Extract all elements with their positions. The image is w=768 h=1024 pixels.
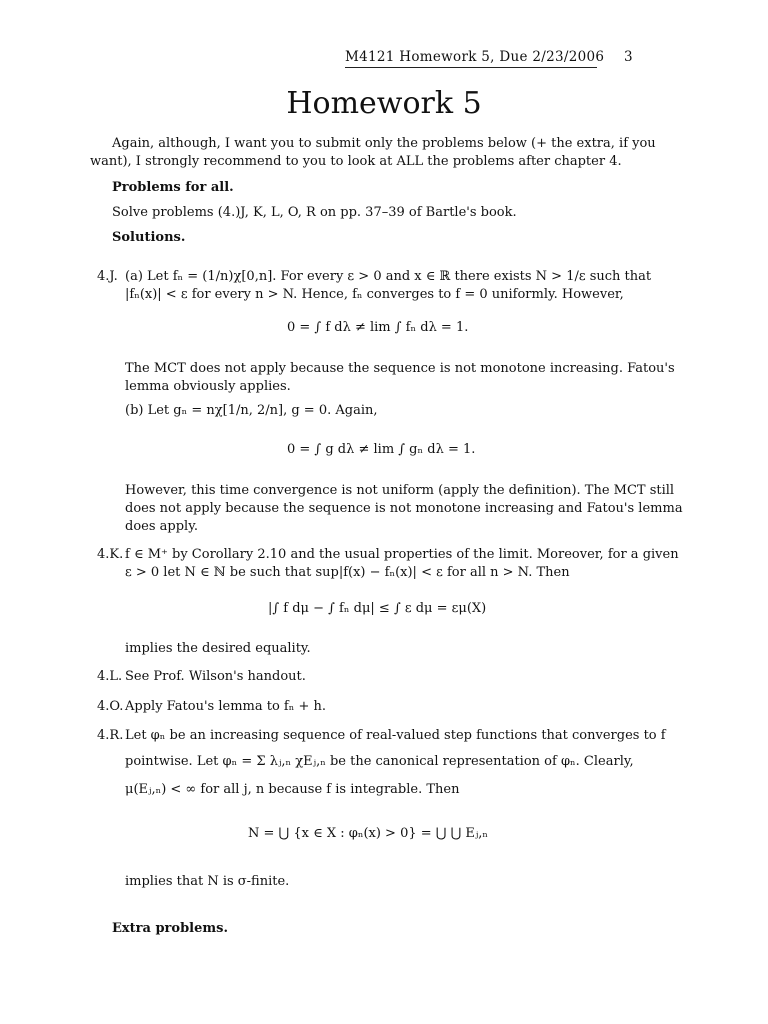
- p4j-line-1: (a) Let fₙ = (1/n)χ[0,n]. For every ε > 0 and x ∈ ℝ there exists N > 1/ε such that: [125, 269, 652, 284]
- p4l-text: See Prof. Wilson's handout.: [125, 669, 306, 684]
- problem-label-4l: 4.L.: [97, 669, 123, 684]
- p4k-line-2: ε > 0 let N ∈ ℕ be such that sup|f(x) − fₙ(x)| < ε for all n > N. Then: [125, 565, 570, 580]
- p4j-equation-1: 0 = ∫ f dλ ≠ lim ∫ fₙ dλ = 1.: [287, 320, 469, 335]
- p4j-para1-line-1: The MCT does not apply because the sequence is not monotone increasing. Fatou's: [125, 361, 675, 376]
- p4k-line-1: f ∈ M⁺ by Corollary 2.10 and the usual properties of the limit. Moreover, for a given: [125, 547, 679, 562]
- problem-label-4o: 4.O.: [97, 699, 124, 714]
- p4r-line-1: Let φₙ be an increasing sequence of real-valued step functions that converges to f: [125, 728, 666, 743]
- p4j-para2-line-2: does not apply because the sequence is not monotone increasing and Fatou's lemma: [125, 501, 683, 516]
- problem-label-4j: 4.J.: [97, 269, 118, 284]
- running-header: M4121 Homework 5, Due 2/23/2006: [345, 49, 597, 68]
- p4j-part-b: (b) Let gₙ = nχ[1/n, 2/n], g = 0. Again,: [125, 403, 378, 418]
- p4j-equation-2: 0 = ∫ g dλ ≠ lim ∫ gₙ dλ = 1.: [287, 442, 476, 457]
- solutions-heading: Solutions.: [112, 230, 186, 245]
- p4r-line-2: pointwise. Let φₙ = Σ λⱼ,ₙ χEⱼ,ₙ be the canonical representation of φₙ. Clearly,: [125, 754, 634, 769]
- page-title: Homework 5: [286, 86, 482, 121]
- intro-line-2: want), I strongly recommend to you to look at ALL the problems after chapter 4.: [90, 154, 622, 169]
- extra-heading: Extra problems.: [112, 921, 228, 936]
- p4r-line-3: μ(Eⱼ,ₙ) < ∞ for all j, n because f is integrable. Then: [125, 782, 460, 797]
- intro-line-1: Again, although, I want you to submit only the problems below (+ the extra, if you: [112, 136, 656, 151]
- p4j-para2-line-3: does apply.: [125, 519, 198, 534]
- problem-label-4k: 4.K.: [97, 547, 124, 562]
- p4j-line-2: |fₙ(x)| < ε for every n > N. Hence, fₙ converges to f = 0 uniformly. However,: [125, 287, 624, 302]
- p4r-after: implies that N is σ-finite.: [125, 874, 290, 889]
- p4r-equation: N = ⋃ {x ∈ X : φₙ(x) > 0} = ⋃ ⋃ Eⱼ,ₙ: [248, 826, 489, 841]
- p4j-para2-line-1: However, this time convergence is not uniform (apply the definition). The MCT still: [125, 483, 675, 498]
- page-number: 3: [624, 49, 633, 65]
- problems-heading: Problems for all.: [112, 180, 234, 195]
- p4k-equation: |∫ f dμ − ∫ fₙ dμ| ≤ ∫ ε dμ = εμ(X): [268, 601, 487, 616]
- problem-label-4r: 4.R.: [97, 728, 124, 743]
- p4o-text: Apply Fatou's lemma to fₙ + h.: [125, 699, 327, 714]
- problems-text: Solve problems (4.)J, K, L, O, R on pp. 37–39 of Bartle's book.: [112, 205, 517, 220]
- p4k-after: implies the desired equality.: [125, 641, 311, 656]
- p4j-para1-line-2: lemma obviously applies.: [125, 379, 291, 394]
